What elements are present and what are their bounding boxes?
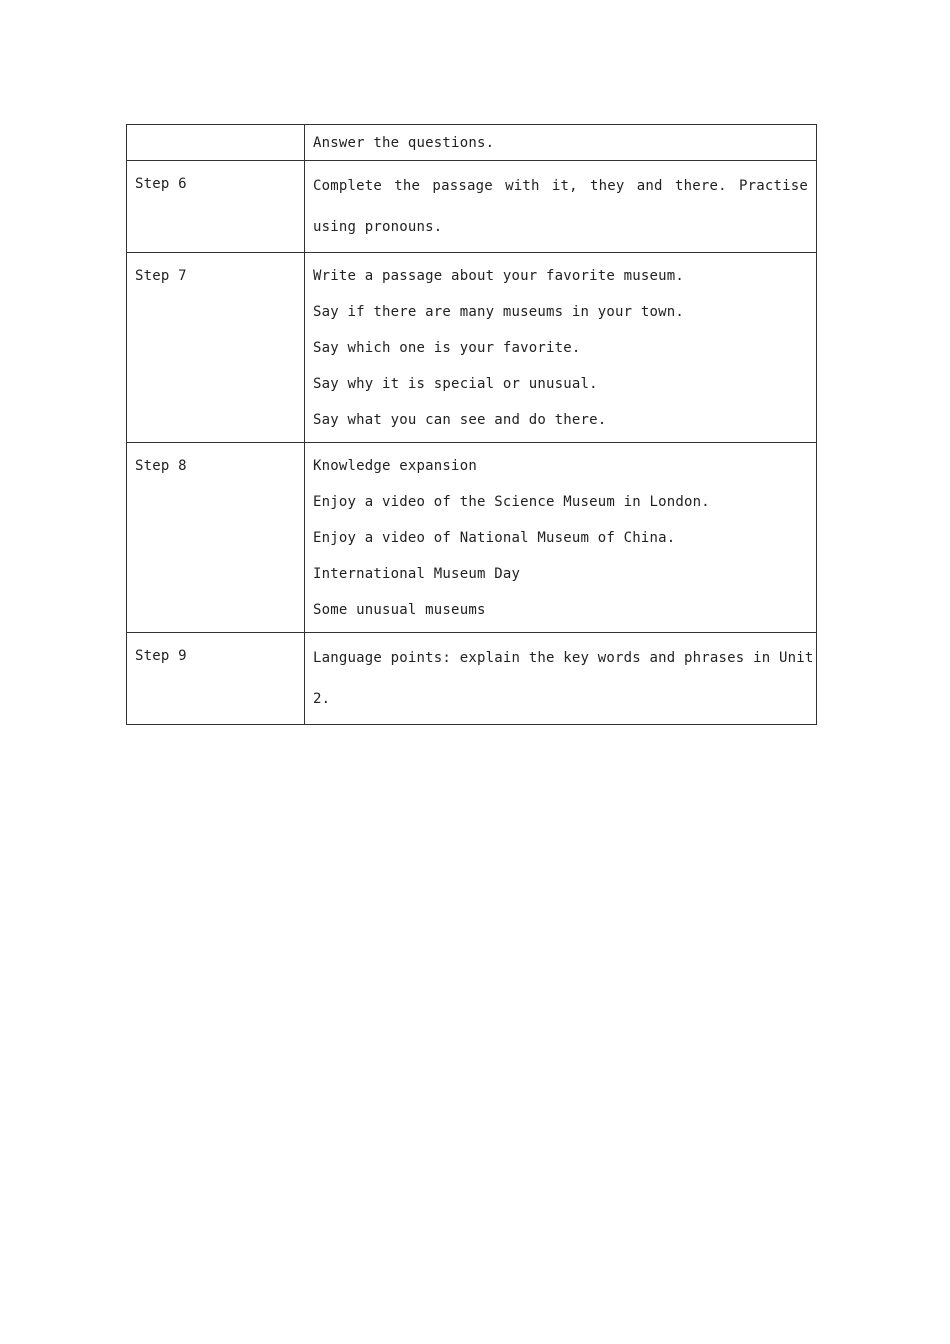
step-label: Step 9 — [135, 648, 187, 664]
content-line: using pronouns. — [313, 219, 443, 235]
content-line: Write a passage about your favorite museum. — [313, 268, 685, 284]
table-row-step-8 — [127, 443, 817, 633]
table-row-step-7 — [127, 253, 817, 443]
step-label: Step 7 — [135, 268, 187, 284]
content-line: Complete the passage with it, they and there. Practise — [313, 178, 808, 194]
content-line: Enjoy a video of the Science Museum in London. — [313, 494, 710, 510]
step-cell-8 — [127, 443, 305, 633]
content-line: International Museum Day — [313, 566, 521, 582]
content-line: Say why it is special or unusual. — [313, 376, 598, 392]
step-cell-9 — [127, 633, 305, 725]
content-line: Some unusual museums — [313, 602, 486, 618]
step-cell-7 — [127, 253, 305, 443]
step-cell-empty — [127, 125, 305, 161]
content-line: Say what you can see and do there. — [313, 412, 607, 428]
content-line: Say if there are many museums in your town. — [313, 304, 685, 320]
step-cell-6 — [127, 161, 305, 253]
content-cell-step-9 — [305, 633, 817, 725]
content-line: Knowledge expansion — [313, 458, 477, 474]
content-cell-step-7 — [305, 253, 817, 443]
table-row-step-6 — [127, 161, 817, 253]
content-cell-step-8 — [305, 443, 817, 633]
content-line: Answer the questions. — [313, 135, 495, 151]
lesson-steps-table — [126, 124, 817, 725]
step-label: Step 8 — [135, 458, 187, 474]
content-cell-step-6 — [305, 161, 817, 253]
table-row-step-9 — [127, 633, 817, 725]
content-line: 2. — [313, 691, 331, 707]
step-label: Step 6 — [135, 176, 187, 192]
content-cell-answer-questions — [305, 125, 817, 161]
content-line: Say which one is your favorite. — [313, 340, 581, 356]
content-line: Enjoy a video of National Museum of China. — [313, 530, 676, 546]
table-row-answer-questions — [127, 125, 817, 161]
content-line: Language points: explain the key words and phrases in Unit — [313, 650, 814, 666]
